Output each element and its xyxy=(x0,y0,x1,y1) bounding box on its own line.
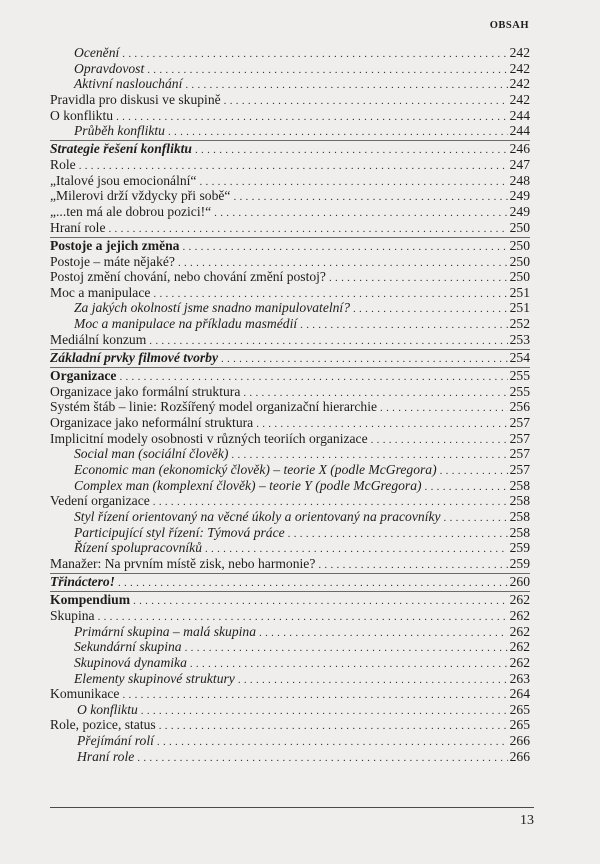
toc-entry-page: 254 xyxy=(509,349,530,365)
toc-leader-dots xyxy=(224,94,508,110)
toc-entry-page: 252 xyxy=(509,316,530,332)
toc-entry xyxy=(50,61,530,77)
toc-entry xyxy=(50,462,530,478)
toc-entry-page: 257 xyxy=(509,446,530,462)
toc-entry-page: 258 xyxy=(509,524,530,540)
footer-rule xyxy=(50,807,534,808)
toc-entry xyxy=(50,316,530,332)
toc-leader-dots xyxy=(147,63,507,79)
toc-entry-title: Moc a manipulace xyxy=(50,284,151,300)
toc-leader-dots xyxy=(238,673,508,689)
toc-leader-dots xyxy=(108,222,507,238)
toc-entry-title: Primární skupina – malá skupina xyxy=(74,623,257,639)
toc-entry-title: O konfliktu xyxy=(77,701,138,717)
toc-entry-title: Třináctero! xyxy=(50,574,115,590)
toc-entry xyxy=(50,509,530,525)
toc-entry xyxy=(50,204,530,220)
toc-entry-title: Pravidla pro diskusi ve skupině xyxy=(50,91,221,107)
toc-entry-page: 263 xyxy=(509,670,530,686)
toc-entry-title: „Italové jsou emocionální“ xyxy=(50,172,197,188)
toc-entry-page: 250 xyxy=(509,253,530,269)
toc-entry-title: Postoj změní chování, nebo chování změní postoj? xyxy=(50,269,326,285)
toc-entry-page: 264 xyxy=(509,686,530,702)
toc-entry xyxy=(50,220,530,236)
toc-entry xyxy=(50,749,530,765)
toc-leader-dots xyxy=(195,143,508,159)
toc-entry xyxy=(50,157,530,173)
toc-entry-title: Systém štáb – linie: Rozšířený model organizační hierarchie xyxy=(50,399,378,415)
toc-leader-dots xyxy=(168,125,508,141)
toc-leader-dots xyxy=(440,464,508,480)
toc-leader-dots xyxy=(122,688,507,704)
toc-entry-title: Přejímání rolí xyxy=(77,733,154,749)
toc-entry-title: Social man (sociální člověk) xyxy=(74,446,229,462)
toc-entry-page: 260 xyxy=(509,574,530,590)
toc-entry-page: 257 xyxy=(509,430,530,446)
toc-entry xyxy=(50,540,530,556)
toc-entry-page: 242 xyxy=(509,60,530,76)
toc-entry-page: 262 xyxy=(509,623,530,639)
toc-entry xyxy=(50,269,530,285)
toc-entry xyxy=(50,300,530,316)
toc-entry xyxy=(50,399,530,415)
toc-entry-title: Organizace xyxy=(50,368,117,384)
toc-entry-page: 242 xyxy=(509,45,530,60)
toc-entry-title: Role, pozice, status xyxy=(50,717,156,733)
toc-leader-dots xyxy=(329,271,508,287)
toc-leader-dots xyxy=(118,576,508,592)
toc-entry-title: Strategie řešení konfliktu xyxy=(50,141,192,157)
toc-entry-title: „Milerovi drží vždycky při sobě“ xyxy=(50,188,231,204)
toc-leader-dots xyxy=(149,334,507,350)
toc-entry-page: 250 xyxy=(509,269,530,285)
toc-leader-dots xyxy=(380,401,508,417)
toc-entry xyxy=(50,493,530,509)
toc-entry xyxy=(50,446,530,462)
toc-leader-dots xyxy=(185,78,507,94)
toc-entry-page: 244 xyxy=(509,123,530,139)
toc-leader-dots xyxy=(353,302,508,318)
toc-entry-page: 255 xyxy=(509,368,530,384)
toc-entry-title: Za jakých okolností jsme snadno manipulovatelní? xyxy=(74,300,350,316)
toc-entry-page: 255 xyxy=(509,383,530,399)
toc-entry-title: Komunikace xyxy=(50,686,120,702)
toc-entry xyxy=(50,45,530,61)
toc-entry-page: 247 xyxy=(509,157,530,173)
table-of-contents xyxy=(50,45,530,764)
toc-entry xyxy=(50,188,530,204)
toc-entry-page: 242 xyxy=(509,91,530,107)
toc-entry-title: Hraní role xyxy=(50,219,106,235)
toc-leader-dots xyxy=(159,719,508,735)
toc-entry xyxy=(50,702,530,718)
toc-leader-dots xyxy=(137,751,507,767)
toc-leader-dots xyxy=(122,47,507,63)
toc-entry-title: Skupina xyxy=(50,607,95,623)
toc-entry-title: Ocenění xyxy=(74,45,120,60)
page-number: 13 xyxy=(520,813,534,828)
toc-entry-title: Organizace jako neformální struktura xyxy=(50,415,254,431)
toc-entry-title: Průběh konfliktu xyxy=(74,123,165,139)
toc-entry-title: „...ten má ale dobrou pozici!“ xyxy=(50,204,212,219)
toc-leader-dots xyxy=(199,175,507,191)
toc-entry-title: Participující styl řízení: Týmová práce xyxy=(74,524,285,540)
toc-entry xyxy=(50,92,530,108)
toc-entry-page: 248 xyxy=(509,172,530,188)
toc-entry xyxy=(50,573,530,590)
toc-entry-page: 244 xyxy=(509,107,530,123)
toc-leader-dots xyxy=(221,352,508,368)
toc-entry-title: Organizace jako formální struktura xyxy=(50,383,241,399)
toc-entry-title: Hraní role xyxy=(77,748,135,764)
toc-entry xyxy=(50,639,530,655)
toc-entry xyxy=(50,349,530,366)
toc-entry xyxy=(50,285,530,301)
toc-entry xyxy=(50,733,530,749)
toc-entry xyxy=(50,140,530,157)
toc-entry-title: Základní prvky filmové tvorby xyxy=(50,349,218,365)
toc-entry-page: 246 xyxy=(509,141,530,157)
toc-entry-page: 250 xyxy=(509,237,530,253)
toc-entry-page: 265 xyxy=(509,701,530,717)
toc-entry-page: 262 xyxy=(509,607,530,623)
toc-leader-dots xyxy=(300,318,507,334)
toc-leader-dots xyxy=(157,735,508,751)
toc-entry-page: 250 xyxy=(509,219,530,235)
toc-entry xyxy=(50,556,530,572)
toc-leader-dots xyxy=(259,626,508,642)
toc-entry-title: Elementy skupinové struktury xyxy=(74,670,235,686)
toc-entry-page: 259 xyxy=(509,540,530,556)
toc-entry xyxy=(50,686,530,702)
toc-entry xyxy=(50,608,530,624)
toc-entry-page: 258 xyxy=(509,493,530,509)
toc-entry-title: Moc a manipulace na příkladu masmédií xyxy=(74,316,298,332)
toc-entry-title: O konfliktu xyxy=(50,107,114,123)
toc-entry-title: Sekundární skupina xyxy=(74,639,182,655)
toc-entry-title: Aktivní naslouchání xyxy=(74,76,183,92)
toc-entry-page: 253 xyxy=(509,331,530,347)
toc-leader-dots xyxy=(318,558,507,574)
toc-entry-page: 257 xyxy=(509,462,530,478)
toc-leader-dots xyxy=(116,110,508,126)
toc-entry-page: 249 xyxy=(509,204,530,219)
toc-entry xyxy=(50,525,530,541)
toc-entry xyxy=(50,431,530,447)
toc-entry-page: 251 xyxy=(509,284,530,300)
toc-leader-dots xyxy=(133,594,508,610)
toc-entry xyxy=(50,367,530,384)
toc-entry-page: 249 xyxy=(509,188,530,204)
toc-leader-dots xyxy=(214,206,507,222)
toc-entry-title: Skupinová dynamika xyxy=(74,654,187,670)
toc-entry-page: 266 xyxy=(509,733,530,749)
toc-entry-page: 258 xyxy=(509,477,530,493)
toc-entry-title: Vedení organizace xyxy=(50,493,150,509)
toc-entry xyxy=(50,108,530,124)
toc-leader-dots xyxy=(182,240,507,256)
toc-entry-page: 262 xyxy=(509,654,530,670)
toc-entry xyxy=(50,123,530,139)
toc-leader-dots xyxy=(233,190,507,206)
toc-entry xyxy=(50,478,530,494)
toc-leader-dots xyxy=(444,511,508,527)
toc-entry-title: Styl řízení orientovaný na věcné úkoly a orientovaný na pracovníky xyxy=(74,508,441,524)
toc-leader-dots xyxy=(141,704,508,720)
toc-entry xyxy=(50,254,530,270)
toc-entry xyxy=(50,624,530,640)
toc-entry-page: 256 xyxy=(509,399,530,415)
toc-entry-page: 257 xyxy=(509,415,530,431)
toc-entry xyxy=(50,591,530,608)
toc-entry-title: Manažer: Na prvním místě zisk, nebo harmonie? xyxy=(50,555,316,571)
toc-entry-title: Role xyxy=(50,157,76,173)
toc-entry xyxy=(50,717,530,733)
toc-entry xyxy=(50,384,530,400)
toc-entry-title: Mediální konzum xyxy=(50,331,147,347)
toc-entry-page: 258 xyxy=(509,508,530,524)
toc-entry xyxy=(50,237,530,254)
toc-entry xyxy=(50,76,530,92)
toc-leader-dots xyxy=(425,480,508,496)
toc-entry-title: Economic man (ekonomický člověk) – teorie X (podle McGregora) xyxy=(74,462,437,478)
toc-leader-dots xyxy=(185,641,508,657)
toc-entry xyxy=(50,332,530,348)
toc-entry xyxy=(50,415,530,431)
toc-entry-page: 242 xyxy=(509,76,530,92)
toc-entry-title: Complex man (komplexní člověk) – teorie Y (podle McGregora) xyxy=(74,477,422,493)
toc-entry-page: 266 xyxy=(509,748,530,764)
toc-entry-title: Opravdovost xyxy=(74,60,145,76)
toc-leader-dots xyxy=(371,433,508,449)
toc-entry-page: 265 xyxy=(509,717,530,733)
toc-entry-title: Kompendium xyxy=(50,592,131,608)
toc-entry-title: Řízení spolupracovníků xyxy=(74,540,202,556)
toc-leader-dots xyxy=(288,527,508,543)
toc-entry-title: Implicitní modely osobnosti v různých teoriích organizace xyxy=(50,430,368,446)
toc-entry-page: 262 xyxy=(509,639,530,655)
toc-entry-page: 259 xyxy=(509,555,530,571)
toc-entry xyxy=(50,655,530,671)
running-head: OBSAH xyxy=(489,20,529,31)
toc-entry xyxy=(50,173,530,189)
toc-entry-title: Postoje – máte nějaké? xyxy=(50,253,175,269)
toc-entry xyxy=(50,671,530,687)
toc-entry-page: 262 xyxy=(509,592,530,608)
toc-entry-page: 251 xyxy=(509,300,530,316)
toc-entry-title: Postoje a jejich změna xyxy=(50,237,180,253)
